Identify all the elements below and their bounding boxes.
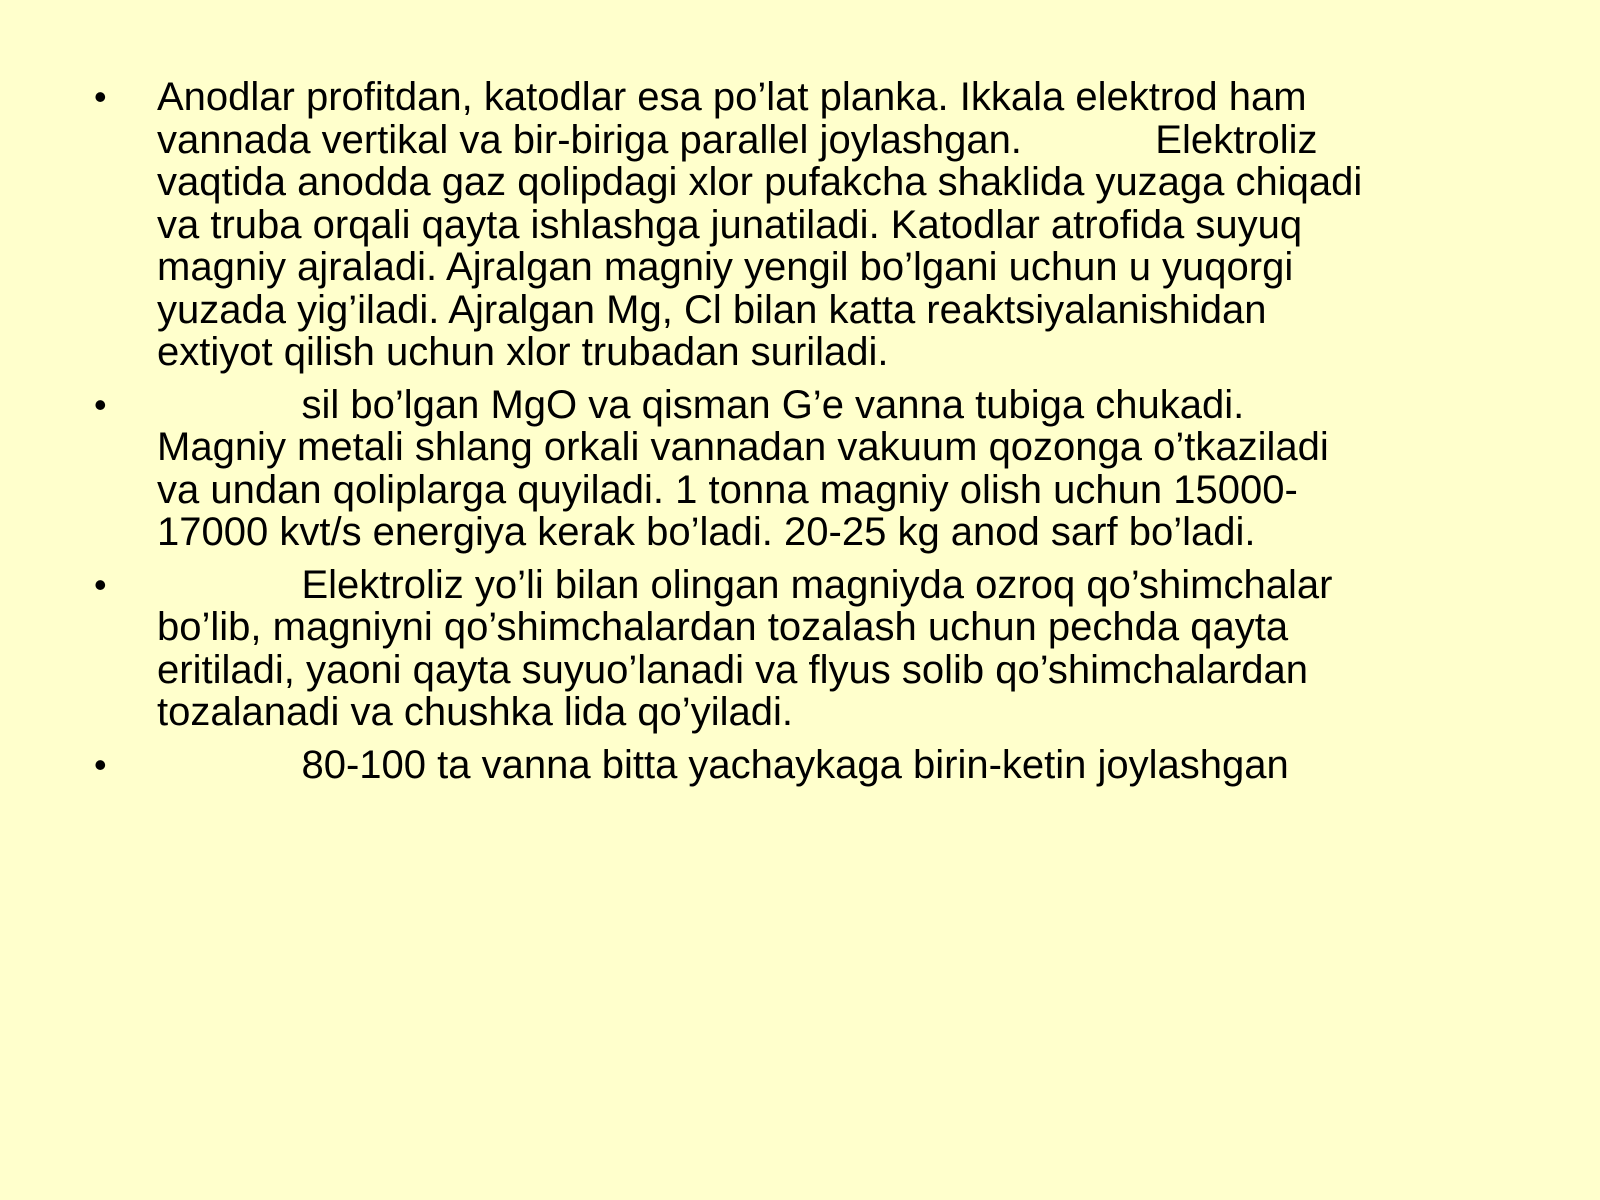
text-line: extiyot qilish uchun xlor trubadan suriladi. (157, 330, 889, 374)
bullet-list (90, 76, 1560, 796)
text-line: Anodlar profitdan, katodlar esa po’lat planka. Ikkala elektrod ham (157, 75, 1307, 119)
bullet-item-1 (90, 76, 1560, 374)
text-line: sil bo’lgan MgO va qisman G’e vanna tubiga chukadi. (157, 382, 1245, 427)
bullet-text (157, 744, 1560, 787)
text-line: Elektroliz yo’li bilan olingan magniyda ozroq qo’shimchalar (157, 562, 1333, 607)
text-line: va undan qoliplarga quyiladi. 1 tonna magniy olish uchun 15000- (157, 467, 1298, 512)
text-line: va truba orqali qayta ishlashga junatiladi. Katodlar atrofida suyuq (157, 202, 1303, 247)
bullet-item-3 (90, 564, 1560, 734)
text-line: bo’lib, magniyni qo’shimchalardan tozalash uchun pechda qayta (157, 605, 1289, 649)
bullet-dot-icon: • (94, 76, 107, 117)
text-line: yuzada yig’iladi. Ajralgan Mg, Cl bilan katta reaktsiyalanishidan (157, 287, 1267, 332)
bullet-text (157, 76, 1560, 374)
bullet-dot-icon: • (94, 743, 107, 785)
bullet-text (157, 384, 1560, 554)
text-line: eritiladi, yaoni qayta suyuo’lanadi va flyus solib qo’shimchalardan (157, 647, 1309, 692)
text-line: vannada vertikal va bir-biriga parallel joylashgan. Elektroliz (157, 117, 1318, 162)
text-line: Magniy metali shlang orkali vannadan vakuum qozonga o’tkaziladi (157, 425, 1329, 469)
text-line: vaqtida anodda gaz qolipdagi xlor pufakcha shaklida yuzaga chiqadi (157, 160, 1363, 204)
text-line: 17000 kvt/s energiya kerak bo’ladi. 20-25 kg anod sarf bo’ladi. (157, 510, 1256, 554)
bullet-dot-icon: • (94, 563, 107, 605)
bullet-text (157, 564, 1560, 734)
text-line: magniy ajraladi. Ajralgan magniy yengil bo’lgani uchun u yuqorgi (157, 245, 1294, 289)
text-line: 80-100 ta vanna bitta yachaykaga birin-ketin joylashgan (157, 742, 1289, 787)
bullet-item-2 (90, 384, 1560, 554)
text-line: tozalanadi va chushka lida qo’yiladi. (157, 690, 793, 734)
bullet-dot-icon: • (94, 383, 107, 425)
bullet-item-4 (90, 744, 1560, 787)
